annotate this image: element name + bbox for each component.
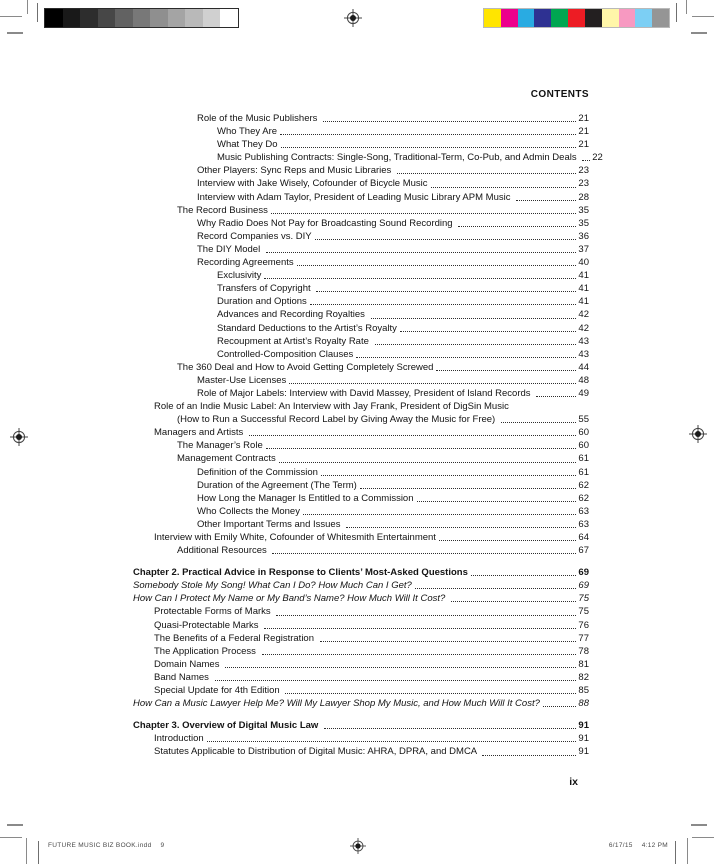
toc-entry — [133, 732, 589, 745]
crop-mark — [38, 841, 39, 864]
dot-leader — [516, 200, 576, 201]
toc-entry-page: 22 — [592, 152, 603, 164]
toc-entry-page: 28 — [578, 191, 589, 203]
crop-mark — [691, 824, 707, 826]
toc-entry — [133, 322, 589, 335]
dot-leader — [207, 741, 577, 742]
toc-entry-page: 43 — [578, 348, 589, 360]
color-swatch — [602, 9, 619, 27]
dot-leader — [356, 357, 576, 358]
crop-mark — [691, 32, 707, 34]
crop-mark — [37, 3, 38, 22]
toc-entry — [133, 592, 589, 605]
footer-file-page: 9 — [160, 842, 165, 849]
toc-entry — [133, 426, 589, 439]
toc-entry-title: Additional Resources — [177, 545, 270, 557]
dot-leader — [264, 278, 576, 279]
color-swatch — [534, 9, 551, 27]
toc-entry — [133, 671, 589, 684]
toc-entry-page: 78 — [578, 645, 589, 657]
dot-leader — [471, 575, 577, 576]
registration-mark-icon — [350, 838, 366, 854]
toc-entry-title: Transfers of Copyright — [217, 283, 314, 295]
toc-entry-page: 91 — [578, 733, 589, 745]
grayscale-swatch — [203, 9, 221, 27]
dot-leader — [458, 226, 576, 227]
color-swatch — [585, 9, 602, 27]
registration-mark-icon — [344, 9, 362, 27]
grayscale-calibration-bar — [44, 8, 239, 28]
grayscale-swatch — [168, 9, 186, 27]
toc-entry-title: Advances and Recording Royalties — [217, 309, 368, 321]
toc-entry-title: Interview with Emily White, Cofounder of Whitesmith Entertainment — [154, 532, 436, 543]
toc-entry-title: Statutes Applicable to Distribution of Digital Music: AHRA, DPRA, and DMCA — [154, 746, 480, 758]
dot-leader — [400, 331, 577, 332]
dot-leader — [543, 706, 577, 707]
toc-entry-page: 69 — [578, 580, 589, 592]
dot-leader — [215, 680, 577, 681]
toc-entry — [133, 719, 589, 732]
toc-entry-page: 21 — [578, 139, 589, 151]
toc-entry-title: The DIY Model — [197, 243, 263, 255]
dot-leader — [271, 213, 577, 214]
toc-entry-title: Role of the Music Publishers — [197, 113, 321, 124]
toc-entry-title: Definition of the Commission — [197, 466, 318, 478]
toc-entry — [133, 479, 589, 492]
toc-entry-page: 88 — [578, 698, 589, 710]
dot-leader — [281, 147, 577, 148]
toc-entry — [133, 217, 589, 230]
toc-entry-title: Other Players: Sync Reps and Music Libraries — [197, 165, 394, 177]
toc-entry-page: 91 — [578, 746, 589, 758]
footer-file-name: FUTURE MUSIC BIZ BOOK.indd — [48, 842, 152, 849]
dot-leader — [280, 134, 576, 135]
toc-entry — [133, 645, 589, 658]
dot-leader — [285, 693, 576, 694]
toc-entry-title: Why Radio Does Not Pay for Broadcasting Sound Recording — [197, 217, 456, 229]
crop-mark — [676, 3, 677, 22]
toc-entry-page: 61 — [578, 453, 589, 465]
toc-entry-page: 44 — [578, 361, 589, 373]
dot-leader — [371, 318, 577, 319]
toc-entry — [133, 400, 589, 413]
toc-entry-title: The Manager’s Role — [177, 440, 263, 452]
dot-leader — [375, 344, 577, 345]
dot-leader — [582, 160, 590, 161]
color-swatch — [619, 9, 636, 27]
toc-entry-title: Domain Names — [154, 658, 223, 670]
toc-entry — [133, 684, 589, 697]
dot-leader — [266, 448, 577, 449]
toc-entry-page: 21 — [578, 126, 589, 138]
crop-mark — [692, 16, 714, 17]
toc-entry-page: 41 — [578, 296, 589, 308]
toc-entry-page: 69 — [578, 567, 589, 579]
toc-entry — [133, 505, 589, 518]
toc-entry-page: 23 — [578, 165, 589, 177]
toc-entry-page: 43 — [578, 335, 589, 347]
crop-mark — [26, 838, 27, 864]
toc-entry-title: Other Important Terms and Issues — [197, 518, 344, 530]
crop-mark — [686, 0, 687, 14]
footer-datetime-slug — [609, 842, 668, 849]
dot-leader — [482, 755, 576, 756]
toc-entry-title: Record Companies vs. DIY — [197, 230, 312, 242]
toc-entry-page: 37 — [578, 243, 589, 255]
toc-entry-title: Master-Use Licenses — [197, 374, 287, 386]
dot-leader — [316, 291, 576, 292]
toc-entry — [133, 619, 589, 632]
page-header-contents: CONTENTS — [530, 89, 589, 100]
dot-leader — [397, 173, 576, 174]
crop-mark — [675, 841, 676, 864]
toc-entry — [133, 632, 589, 645]
toc-entry-page: 48 — [578, 374, 589, 386]
toc-entry — [133, 413, 589, 426]
toc-entry-title: Recording Agreements — [197, 257, 294, 269]
toc-entry-title: Special Update for 4th Edition — [154, 685, 283, 697]
dot-leader — [415, 588, 577, 589]
toc-entry — [133, 308, 589, 321]
toc-entry-title: Who They Are — [217, 126, 278, 138]
toc-entry-title: What They Do — [217, 139, 278, 151]
toc-entry-page: 76 — [578, 619, 589, 631]
toc-entry-title: Chapter 3. Overview of Digital Music Law — [133, 720, 321, 732]
toc-entry-page: 75 — [578, 606, 589, 618]
toc-entry-page: 21 — [578, 113, 589, 124]
dot-leader — [536, 396, 576, 397]
dot-leader — [279, 462, 577, 463]
toc-entry-title: Exclusivity — [217, 270, 262, 282]
color-swatch — [501, 9, 518, 27]
grayscale-swatch — [80, 9, 98, 27]
toc-entry — [133, 191, 589, 204]
toc-entry — [133, 566, 589, 579]
toc-entry — [133, 177, 589, 190]
toc-entry — [133, 605, 589, 618]
toc-entry-page: 60 — [578, 427, 589, 439]
toc-entry-title: Interview with Adam Taylor, President of Leading Music Library APM Music — [197, 191, 514, 203]
registration-mark-icon — [10, 428, 28, 446]
dot-leader — [266, 252, 577, 253]
toc-entry — [133, 439, 589, 452]
toc-entry — [133, 745, 589, 758]
toc-entry — [133, 374, 589, 387]
toc-entry-title: Management Contracts — [177, 453, 276, 465]
dot-leader — [436, 370, 576, 371]
toc-entry — [133, 230, 589, 243]
dot-leader — [276, 615, 576, 616]
grayscale-swatch — [150, 9, 168, 27]
toc-entry-page: 60 — [578, 440, 589, 452]
color-swatch — [518, 9, 535, 27]
toc-entry — [133, 387, 589, 400]
dot-leader — [310, 304, 577, 305]
toc-entry-page: 62 — [578, 479, 589, 491]
dot-leader — [324, 728, 576, 729]
color-swatch — [568, 9, 585, 27]
toc-entry-title: Managers and Artists — [154, 427, 246, 439]
crop-mark — [7, 824, 23, 826]
footer-file-slug — [48, 842, 164, 849]
toc-entry-page: 63 — [578, 518, 589, 530]
toc-entry-title: Duration of the Agreement (The Term) — [197, 479, 357, 491]
dot-leader — [225, 667, 576, 668]
toc-entry-title: Introduction — [154, 733, 204, 745]
toc-entry — [133, 282, 589, 295]
toc-entry-page: 41 — [578, 270, 589, 282]
toc-entry-page: 36 — [578, 230, 589, 242]
toc-entry-title: How Can I Protect My Name or My Band’s Name? How Much Will It Cost? — [133, 593, 448, 605]
toc-entry — [133, 256, 589, 269]
toc-entry — [133, 492, 589, 505]
toc-entry-page: 61 — [578, 466, 589, 478]
crop-mark — [692, 837, 714, 838]
dot-leader — [297, 265, 577, 266]
toc-entry — [133, 697, 589, 710]
toc-entry-title: Chapter 2. Practical Advice in Response to Clients’ Most-Asked Questions — [133, 567, 468, 579]
toc-entry-title: How Long the Manager Is Entitled to a Commission — [197, 492, 414, 504]
dot-leader — [315, 239, 577, 240]
toc-entry-page: 63 — [578, 505, 589, 517]
toc-entry-title: Protectable Forms of Marks — [154, 606, 274, 618]
footer-date: 6/17/15 — [608, 842, 633, 849]
color-swatch — [484, 9, 501, 27]
crop-mark — [687, 838, 688, 864]
footer-time: 4:12 PM — [641, 842, 668, 849]
registration-mark-icon — [689, 425, 707, 443]
toc-entry-page: 42 — [578, 309, 589, 321]
toc-entry — [133, 466, 589, 479]
toc-entry-page: 81 — [578, 658, 589, 670]
toc-entry — [133, 204, 589, 217]
dot-leader — [451, 601, 577, 602]
grayscale-swatch — [98, 9, 116, 27]
toc-entry — [133, 335, 589, 348]
dot-leader — [501, 422, 577, 423]
grayscale-swatch — [220, 9, 238, 27]
dot-leader — [321, 475, 577, 476]
toc-entry — [133, 518, 589, 531]
toc-entry — [133, 348, 589, 361]
toc-entry-page: 77 — [578, 632, 589, 644]
dot-leader — [272, 553, 576, 554]
color-swatch — [551, 9, 568, 27]
dot-leader — [320, 641, 577, 642]
toc-entry-title: Role of an Indie Music Label: An Interview with Jay Frank, President of DigSin Music — [154, 401, 509, 413]
dot-leader — [417, 501, 577, 502]
toc-entry-page: 91 — [578, 720, 589, 732]
toc-entry-title: The Benefits of a Federal Registration — [154, 632, 317, 644]
toc-entry-page: 75 — [578, 593, 589, 605]
grayscale-swatch — [115, 9, 133, 27]
toc-entry — [133, 295, 589, 308]
crop-mark — [0, 16, 22, 17]
toc-entry — [133, 164, 589, 177]
toc-entry-title: Who Collects the Money — [197, 505, 300, 517]
folio-page-number: ix — [569, 776, 578, 788]
toc-entry-page: 55 — [578, 414, 589, 426]
toc-entry-title: Controlled-Composition Clauses — [217, 348, 354, 360]
toc-entry — [133, 544, 589, 557]
toc-entry-page: 67 — [578, 545, 589, 557]
toc-entry-title: The Record Business — [177, 204, 268, 216]
toc-entry — [133, 531, 589, 544]
toc-entry — [133, 658, 589, 671]
toc-entry-page: 62 — [578, 492, 589, 504]
toc-entry-title: Interview with Jake Wisely, Cofounder of Bicycle Music — [197, 178, 428, 190]
toc-entry-page: 82 — [578, 671, 589, 683]
dot-leader — [264, 628, 576, 629]
toc-entry — [133, 361, 589, 374]
toc-entry — [133, 138, 589, 151]
toc-entry-page: 35 — [578, 217, 589, 229]
grayscale-swatch — [133, 9, 151, 27]
toc-entry-page: 85 — [578, 685, 589, 697]
color-calibration-bar — [483, 8, 670, 28]
toc-entry — [133, 151, 603, 164]
toc-entry-title: Role of Major Labels: Interview with David Massey, President of Island Records — [197, 387, 534, 399]
toc-entry-title: Standard Deductions to the Artist’s Royalty — [217, 322, 397, 334]
grayscale-swatch — [185, 9, 203, 27]
toc-entry-page: 23 — [578, 178, 589, 190]
grayscale-swatch — [63, 9, 81, 27]
toc-entry-title: The 360 Deal and How to Avoid Getting Completely Screwed — [177, 361, 434, 373]
dot-leader — [360, 488, 577, 489]
toc-entry-page: 35 — [578, 204, 589, 216]
dot-leader — [249, 435, 577, 436]
grayscale-swatch — [45, 9, 63, 27]
crop-mark — [7, 32, 23, 34]
toc-entry-title: Somebody Stole My Song! What Can I Do? How Much Can I Get? — [133, 580, 412, 592]
color-swatch — [635, 9, 652, 27]
toc-entry-page: 64 — [578, 532, 589, 543]
toc-entry — [133, 579, 589, 592]
dot-leader — [439, 540, 576, 541]
toc-entry-title: (How to Run a Successful Record Label by Giving Away the Music for Free) — [177, 414, 498, 426]
toc-entry-title: Quasi-Protectable Marks — [154, 619, 262, 631]
toc-entry — [133, 269, 589, 282]
toc-entry-title: The Application Process — [154, 645, 259, 657]
toc-entry-page: 40 — [578, 257, 589, 269]
toc-entry — [133, 243, 589, 256]
toc-entry-title: Recoupment at Artist’s Royalty Rate — [217, 335, 372, 347]
toc-entry-page: 42 — [578, 322, 589, 334]
toc-list — [133, 112, 603, 759]
toc-entry-page: 49 — [578, 387, 589, 399]
dot-leader — [431, 187, 577, 188]
crop-mark — [0, 837, 22, 838]
toc-entry — [133, 112, 589, 125]
toc-entry-title: Music Publishing Contracts: Single-Song, Traditional-Term, Co-Pub, and Admin Deals — [217, 152, 580, 164]
toc-entry — [133, 452, 589, 465]
toc-entry-title: How Can a Music Lawyer Help Me? Will My Lawyer Shop My Music, and How Much Will It Cost? — [133, 698, 540, 710]
dot-leader — [303, 514, 576, 515]
dot-leader — [323, 121, 576, 122]
dot-leader — [262, 654, 577, 655]
toc-entry-page: 41 — [578, 283, 589, 295]
toc-entry-title: Duration and Options — [217, 296, 307, 308]
toc-entry — [133, 125, 589, 138]
dot-leader — [346, 527, 576, 528]
color-swatch — [652, 9, 669, 27]
crop-mark — [27, 0, 28, 14]
dot-leader — [289, 383, 576, 384]
toc-entry-title: Band Names — [154, 671, 212, 683]
